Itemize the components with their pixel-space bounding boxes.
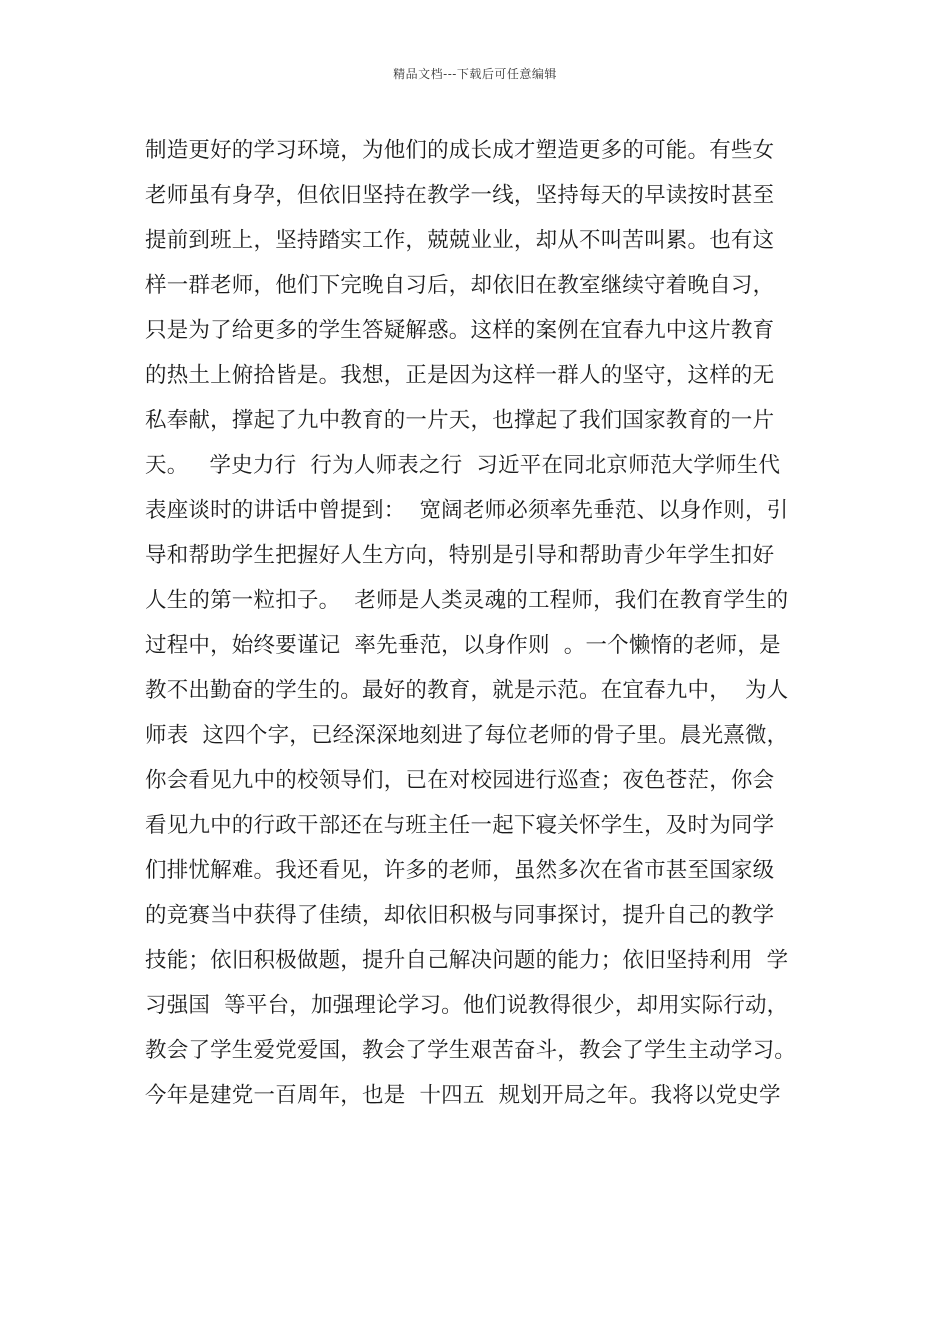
text-line: 天。 学史力行 行为人师表之行 习近平在同北京师范大学师生代 xyxy=(145,453,781,478)
text-line: 技能；依旧积极做题，提升自己解决问题的能力；依旧坚持利用 学 xyxy=(145,948,789,973)
text-line: 教不出勤奋的学生的。最好的教育，就是示范。在宜春九中， 为人 xyxy=(145,678,789,703)
text-line: 提前到班上，坚持踏实工作，兢兢业业，却从不叫苦叫累。也有这 xyxy=(145,228,775,253)
text-line: 的热土上俯拾皆是。我想，正是因为这样一群人的坚守，这样的无 xyxy=(145,363,775,388)
text-line: 制造更好的学习环境，为他们的成长成才塑造更多的可能。有些女 xyxy=(145,138,775,163)
text-line: 今年是建党一百周年，也是 十四五 规划开局之年。我将以党史学 xyxy=(145,1083,781,1108)
document-body xyxy=(145,132,825,1122)
text-line: 看见九中的行政干部还在与班主任一起下寝关怀学生，及时为同学 xyxy=(145,813,775,838)
text-line: 你会看见九中的校领导们，已在对校园进行巡查；夜色苍茫，你会 xyxy=(145,768,775,793)
text-line: 过程中，始终要谨记 率先垂范，以身作则 。一个懒惰的老师，是 xyxy=(145,633,781,658)
text-line: 导和帮助学生把握好人生方向，特别是引导和帮助青少年学生扣好 xyxy=(145,543,775,568)
text-line: 教会了学生爱党爱国，教会了学生艰苦奋斗，教会了学生主动学习。 xyxy=(145,1038,797,1063)
text-line: 老师虽有身孕，但依旧坚持在教学一线，坚持每天的早读按时甚至 xyxy=(145,183,775,208)
text-line: 人生的第一粒扣子。 老师是人类灵魂的工程师，我们在教育学生的 xyxy=(145,588,789,613)
text-line: 表座谈时的讲话中曾提到： 宽阔老师必须率先垂范、以身作则，引 xyxy=(145,498,789,523)
text-line: 师表 这四个字，已经深深地刻进了每位老师的骨子里。晨光熹微， xyxy=(145,723,789,748)
text-line: 只是为了给更多的学生答疑解惑。这样的案例在宜春九中这片教育 xyxy=(145,318,775,343)
text-line: 的竞赛当中获得了佳绩，却依旧积极与同事探讨，提升自己的教学 xyxy=(145,903,775,928)
text-line: 们排忧解难。我还看见，许多的老师，虽然多次在省市甚至国家级 xyxy=(145,858,775,883)
text-line: 样一群老师，他们下完晚自习后，却依旧在教室继续守着晚自习， xyxy=(145,273,775,298)
text-line: 习强国 等平台，加强理论学习。他们说教得很少，却用实际行动， xyxy=(145,993,789,1018)
page-header: 精品文档---下载后可任意编辑 xyxy=(393,67,557,81)
text-line: 私奉献，撑起了九中教育的一片天，也撑起了我们国家教育的一片 xyxy=(145,408,775,433)
